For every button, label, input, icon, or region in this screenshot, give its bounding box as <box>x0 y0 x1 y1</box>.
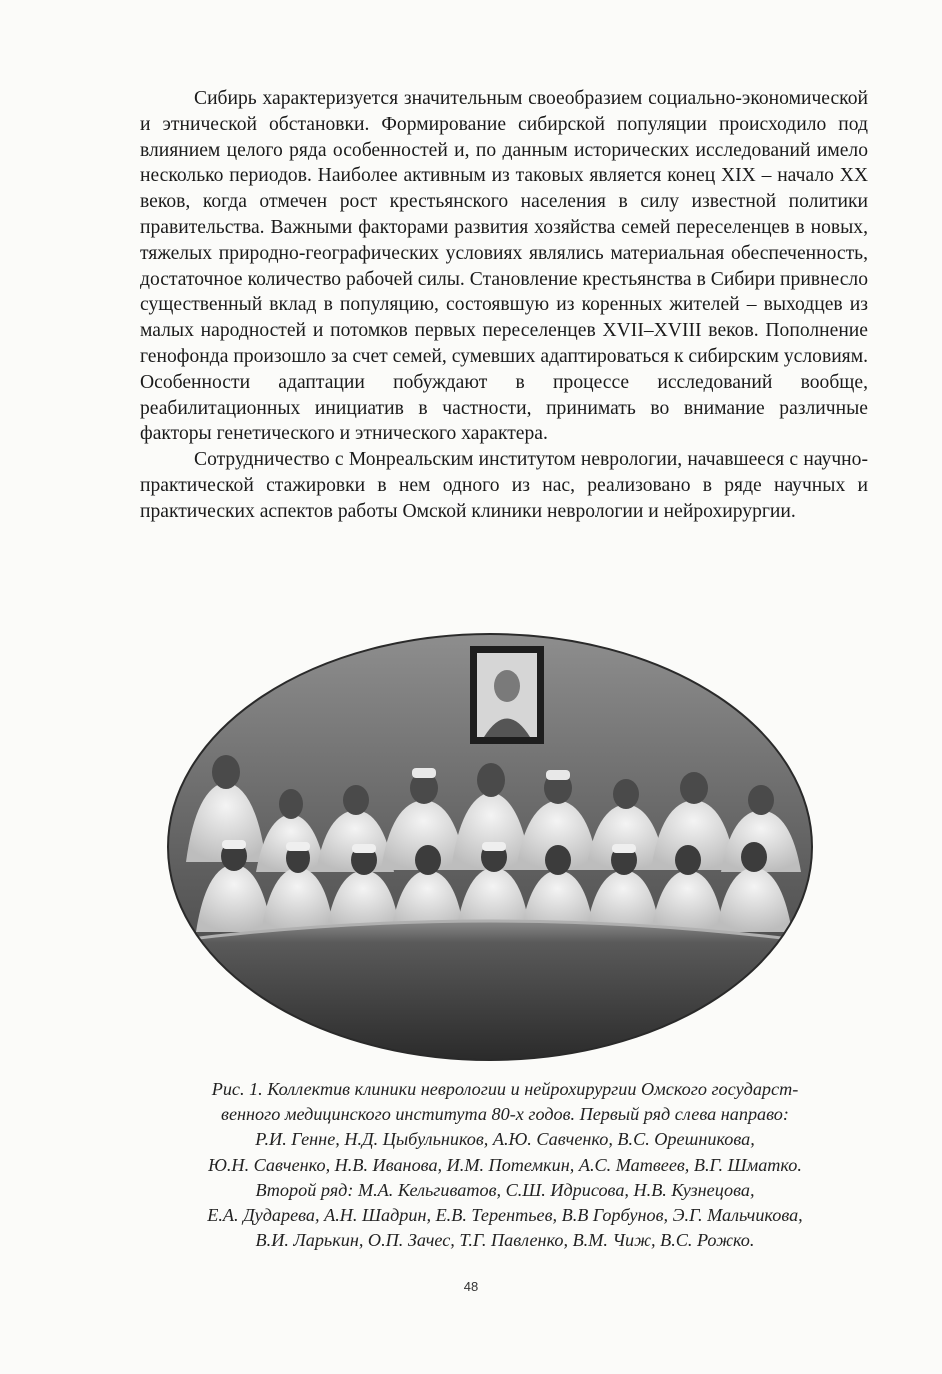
caption-line: венного медицинского института 80-х годов. Первый ряд слева направо: <box>221 1104 789 1125</box>
caption-line: Второй ряд: М.А. Кельгиватов, С.Ш. Идрисова, Н.В. Кузнецова, <box>255 1179 755 1200</box>
group-photo <box>166 632 814 1062</box>
caption-line: Е.А. Дударева, А.Н. Шадрин, Е.В. Терентьев, В.В Горбунов, Э.Г. Мальчикова, <box>207 1205 803 1226</box>
caption-line: В.И. Ларькин, О.П. Зачес, Т.Г. Павленко, В.М. Чиж, В.С. Рожко. <box>255 1230 755 1251</box>
figure-caption <box>120 1077 890 1253</box>
oval-photograph <box>166 632 814 1062</box>
paragraph: Сотрудничество с Монреальским институтом неврологии, начавшееся с научно-практической стажировки в нем одного из нас, реализовано в ряде научных и практических аспектов работы Омской клиники неврологии и нейрохирургии. <box>140 449 868 522</box>
body-text <box>140 86 868 525</box>
caption-line: Рис. 1. Коллектив клиники неврологии и нейрохирургии Омского государст- <box>211 1079 799 1099</box>
paragraph: Сибирь характеризуется значительным своеобразием социально-экономической и этнической обстановки. Формирование сибирской популяции происходило под влиянием целого ряда особенностей и, по данным исторических исследований имело несколько периодов. Наиболее активным из таковых является конец XIX – начало XX веков, когда отмечен рост крестьянского населения в силу известной политики правительства. Важными факторами развития хозяйства семей переселенцев в новых, тяжелых природно-географических условиях являлись материальная обеспеченность, достаточное количество рабочей силы. Становление крестьянства в Сибири привнесло существенный вклад в популяцию, состоявшую из коренных жителей – выходцев из малых народностей и потомков первых переселенцев XVII–XVIII веков. Пополнение генофонда произошло за счет семей, сумевших адаптироваться к сибирским условиям. Особенности адаптации побуждают в процессе исследований вообще, реабилитационных инициатив в частности, принимать во внимание различные факторы генетического и этнического характера. <box>140 88 868 445</box>
page-number: 48 <box>463 1279 479 1294</box>
caption-line: Ю.Н. Савченко, Н.В. Иванова, И.М. Потемкин, А.С. Матвеев, В.Г. Шматко. <box>208 1154 802 1175</box>
caption-line: Р.И. Генне, Н.Д. Цыбульников, А.Ю. Савченко, В.С. Орешникова, <box>255 1129 755 1150</box>
